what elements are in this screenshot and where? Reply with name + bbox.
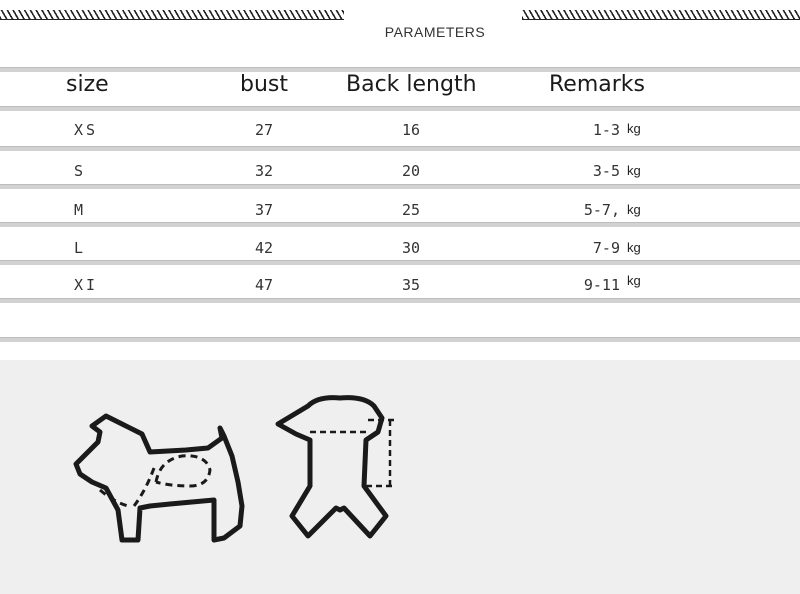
- bust-cell: 47: [255, 276, 274, 294]
- table-rule: [0, 146, 800, 151]
- bust-cell: 42: [255, 239, 274, 257]
- decorative-hatch-right: [522, 10, 800, 19]
- column-header-back-length: Back length: [346, 72, 477, 97]
- bust-cell: 37: [255, 201, 274, 219]
- remarks-cell: 7-9: [592, 239, 620, 257]
- back-length-cell: 30: [402, 239, 421, 257]
- back-length-cell: 25: [402, 201, 421, 219]
- page-title: PARAMETERS: [384, 24, 486, 40]
- table-rule: [0, 298, 800, 303]
- column-header-bust: bust: [240, 72, 288, 97]
- decorative-line-right: [522, 19, 800, 20]
- back-length-cell: 35: [402, 276, 421, 294]
- decorative-hatch-left: [0, 10, 344, 19]
- bust-cell: 32: [255, 162, 274, 180]
- table-rule: [0, 222, 800, 227]
- dog-measurement-icon: [70, 390, 260, 570]
- table-rule: [0, 106, 800, 111]
- unit-label: kg: [627, 202, 641, 217]
- size-cell: XS: [74, 121, 99, 139]
- unit-label: kg: [627, 121, 641, 136]
- remarks-cell: 9-11: [583, 276, 620, 294]
- table-rule: [0, 184, 800, 189]
- table-rule: [0, 260, 800, 265]
- column-header-remarks: Remarks: [549, 72, 645, 97]
- unit-label: kg: [627, 163, 641, 178]
- unit-label: kg: [627, 273, 641, 288]
- size-cell: M: [74, 201, 87, 219]
- column-header-size: size: [66, 72, 109, 97]
- decorative-line-left: [0, 19, 344, 20]
- dog-suit-measurement-icon: [270, 390, 410, 570]
- back-length-cell: 16: [402, 121, 421, 139]
- table-rule: [0, 337, 800, 342]
- back-length-cell: 20: [402, 162, 421, 180]
- remarks-cell: 3-5: [592, 162, 620, 180]
- bust-cell: 27: [255, 121, 274, 139]
- remarks-cell: 1-3: [592, 121, 620, 139]
- size-cell: L: [74, 239, 87, 257]
- remarks-cell: 5-7,: [583, 201, 620, 219]
- size-cell: XI: [74, 276, 99, 294]
- size-cell: S: [74, 162, 87, 180]
- unit-label: kg: [627, 240, 641, 255]
- measurement-illustration-panel: [0, 360, 800, 594]
